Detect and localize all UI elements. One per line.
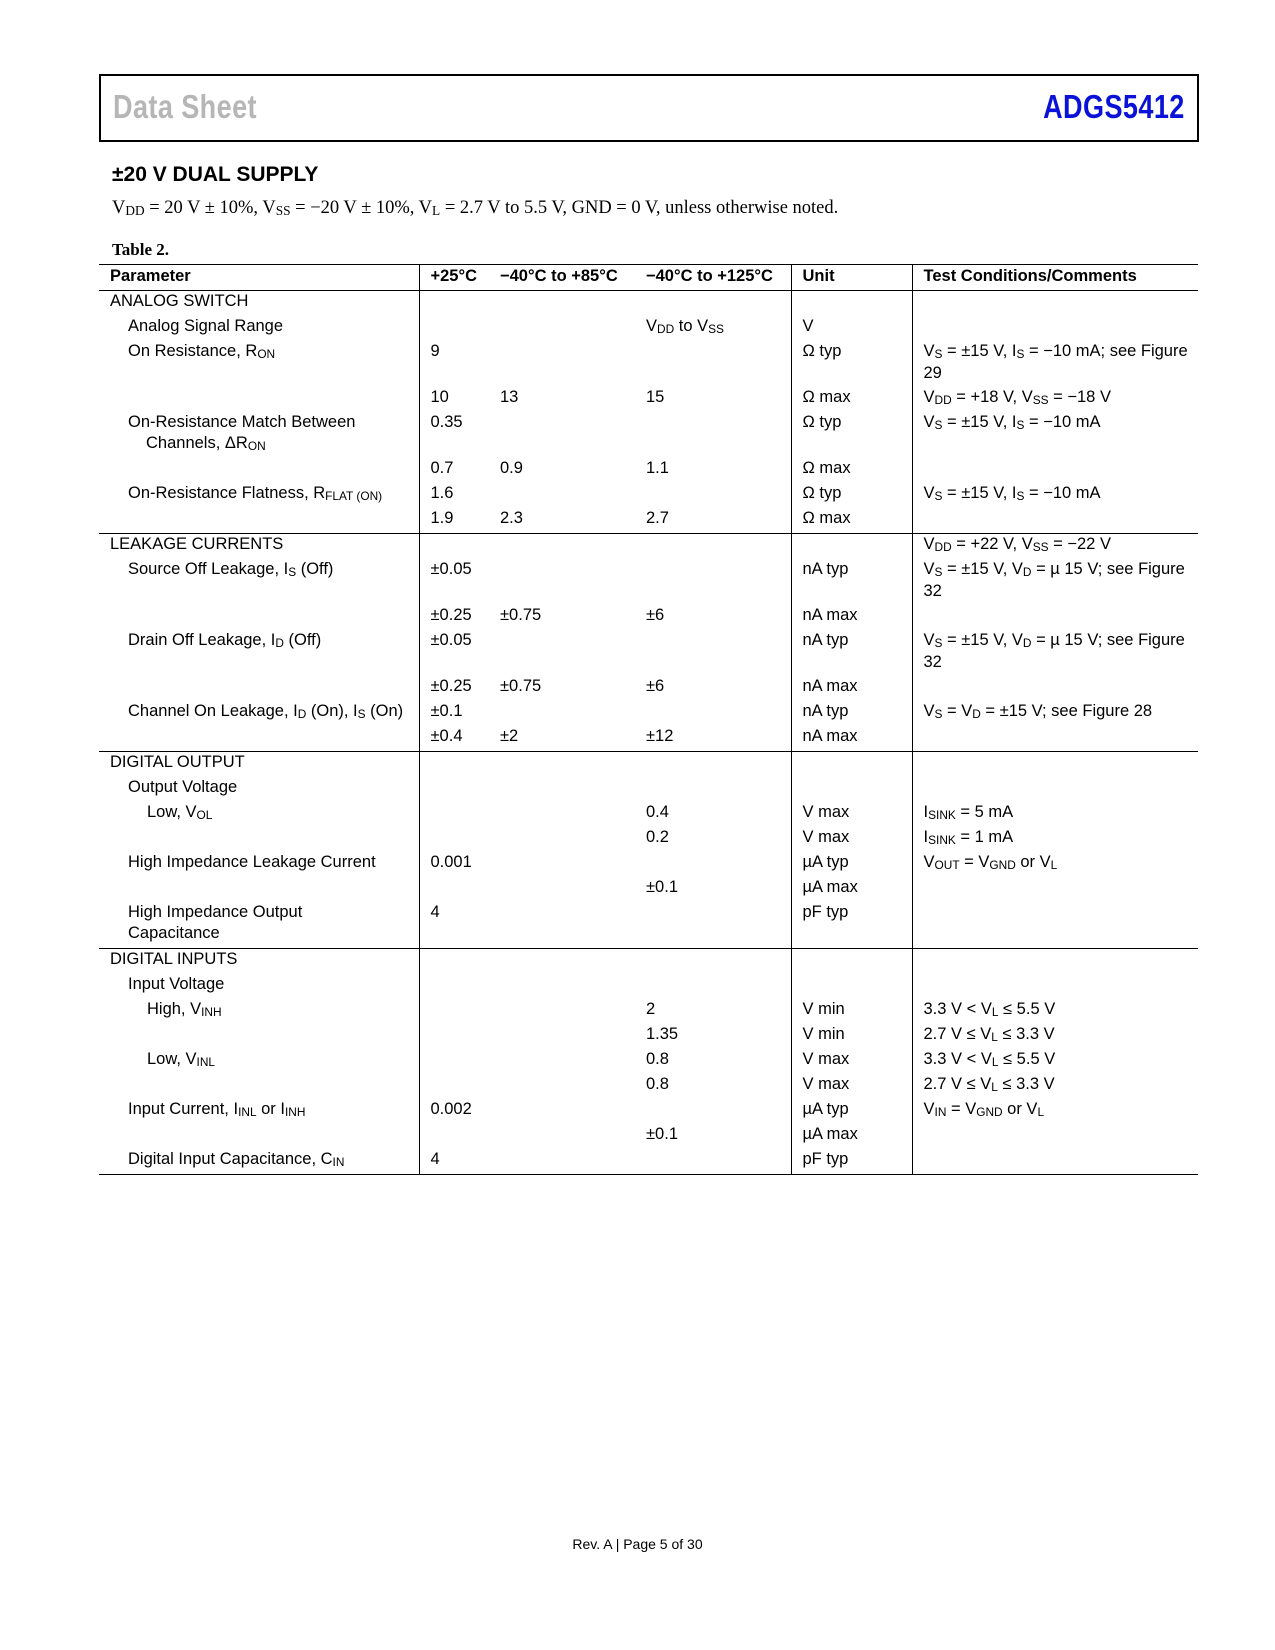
group-heading: ANALOG SWITCH bbox=[99, 291, 419, 317]
condition-cell: VS = VD = ±15 V; see Figure 28 bbox=[923, 702, 1153, 722]
unit-cell: nA max bbox=[791, 676, 912, 701]
table-row bbox=[99, 676, 1198, 701]
header-25c: +25°C bbox=[419, 265, 489, 291]
condition-cell: VS = ±15 V, VD = µ 15 V; see Figure 32 bbox=[923, 631, 1185, 671]
table-row bbox=[99, 508, 1198, 534]
value-cell: ±0.1 bbox=[635, 877, 791, 902]
table-row bbox=[99, 999, 1198, 1024]
param-label: Source Off Leakage, IS (Off) bbox=[99, 559, 419, 605]
page-footer: Rev. A | Page 5 of 30 bbox=[572, 1536, 703, 1552]
table-row bbox=[99, 534, 1198, 560]
unit-cell: µA max bbox=[791, 1124, 912, 1149]
unit-cell: V bbox=[791, 316, 912, 341]
header-unit: Unit bbox=[791, 265, 912, 291]
param-label: On Resistance, RON bbox=[99, 341, 419, 387]
value-cell: 0.001 bbox=[430, 853, 472, 871]
value-cell: ±12 bbox=[635, 726, 791, 752]
value-cell: 0.7 bbox=[430, 459, 454, 477]
condition-cell: VDD = +22 V, VSS = −22 V bbox=[912, 534, 1198, 560]
value-cell: ±6 bbox=[635, 676, 791, 701]
unit-cell: nA typ bbox=[791, 630, 912, 676]
param-label: On-Resistance Flatness, RFLAT (ON) bbox=[99, 483, 419, 508]
unit-cell: Ω max bbox=[791, 387, 912, 412]
group-heading: LEAKAGE CURRENTS bbox=[99, 534, 419, 560]
value-cell: 1.1 bbox=[635, 458, 791, 483]
value-cell: 1.35 bbox=[635, 1024, 791, 1049]
condition-cell: ISINK = 1 mA bbox=[923, 828, 1014, 848]
unit-cell: V min bbox=[791, 999, 912, 1024]
unit-cell: V max bbox=[791, 827, 912, 852]
table-row bbox=[99, 802, 1198, 827]
table-row bbox=[99, 291, 1198, 317]
value-cell: 0.9 bbox=[500, 459, 523, 477]
unit-cell: nA typ bbox=[791, 701, 912, 726]
condition-cell: VDD = +18 V, VSS = −18 V bbox=[923, 388, 1111, 408]
header-parameter: Parameter bbox=[99, 265, 419, 291]
unit-cell: pF typ bbox=[791, 1149, 912, 1175]
value-cell: 0.8 bbox=[635, 1049, 791, 1074]
table-header-row bbox=[99, 265, 1198, 291]
value-cell: 0.8 bbox=[635, 1074, 791, 1099]
unit-cell: Ω typ bbox=[791, 412, 912, 458]
table-row bbox=[99, 1099, 1198, 1124]
table-row bbox=[99, 458, 1198, 483]
param-label: Low, VINL bbox=[99, 1049, 419, 1074]
table-row bbox=[99, 483, 1198, 508]
group-heading: DIGITAL INPUTS bbox=[99, 949, 419, 975]
param-label: High, VINH bbox=[99, 999, 419, 1024]
value-cell: 2 bbox=[635, 999, 791, 1024]
value-cell: ±0.75 bbox=[500, 677, 542, 695]
value-cell: ±2 bbox=[500, 727, 519, 745]
unit-cell: nA max bbox=[791, 726, 912, 752]
group-heading: DIGITAL OUTPUT bbox=[99, 752, 419, 778]
condition-cell: VIN = VGND or VL bbox=[923, 1100, 1045, 1120]
value-cell: ±0.4 bbox=[430, 727, 463, 745]
param-label: Input Current, IINL or IINH bbox=[99, 1099, 419, 1124]
value-cell: ±0.05 bbox=[430, 560, 472, 578]
section-title: ±20 V DUAL SUPPLY bbox=[112, 163, 319, 186]
unit-cell: Ω typ bbox=[791, 341, 912, 387]
value-cell: 0.35 bbox=[430, 413, 463, 431]
table-row bbox=[99, 559, 1198, 605]
value-cell: 1.6 bbox=[430, 484, 454, 502]
table-row bbox=[99, 1124, 1198, 1149]
unit-cell: µA max bbox=[791, 877, 912, 902]
condition-cell: VOUT = VGND or VL bbox=[923, 853, 1058, 873]
table-title: Table 2. bbox=[112, 240, 170, 259]
param-label: Drain Off Leakage, ID (Off) bbox=[99, 630, 419, 676]
table-row bbox=[99, 1074, 1198, 1099]
condition-cell: VS = ±15 V, IS = −10 mA bbox=[923, 413, 1101, 433]
param-label: Channel On Leakage, ID (On), IS (On) bbox=[99, 701, 419, 726]
unit-cell: µA typ bbox=[791, 852, 912, 877]
table-row bbox=[99, 316, 1198, 341]
value-cell: 4 bbox=[430, 903, 440, 921]
table-row bbox=[99, 1149, 1198, 1175]
table-row bbox=[99, 1024, 1198, 1049]
header-doc-type: Data Sheet bbox=[113, 88, 257, 125]
value-cell: ±0.25 bbox=[430, 677, 472, 695]
unit-cell: V max bbox=[791, 1074, 912, 1099]
condition-cell: ISINK = 5 mA bbox=[923, 803, 1014, 823]
value-cell: 0.002 bbox=[430, 1100, 472, 1118]
unit-cell: µA typ bbox=[791, 1099, 912, 1124]
value-cell: 10 bbox=[430, 388, 449, 406]
unit-cell: Ω max bbox=[791, 458, 912, 483]
value-cell: ±6 bbox=[635, 605, 791, 630]
value-cell: ±0.75 bbox=[500, 606, 542, 624]
value-cell: 0.4 bbox=[635, 802, 791, 827]
table-row bbox=[99, 412, 1198, 458]
value-cell: 15 bbox=[635, 387, 791, 412]
table-row bbox=[99, 974, 1198, 999]
condition-cell: VS = ±15 V, VD = µ 15 V; see Figure 32 bbox=[923, 560, 1185, 600]
value-cell: ±0.1 bbox=[430, 702, 463, 720]
supply-conditions: VDD = 20 V ± 10%, VSS = −20 V ± 10%, VL = 2.7 V to 5.5 V, GND = 0 V, unless otherwise noted. bbox=[112, 198, 839, 219]
param-label: On-Resistance Match Between Channels, ΔRON bbox=[99, 412, 419, 458]
unit-cell: V min bbox=[791, 1024, 912, 1049]
unit-cell: V max bbox=[791, 802, 912, 827]
table-row bbox=[99, 701, 1198, 726]
value-cell: ±0.05 bbox=[430, 631, 472, 649]
table-row bbox=[99, 341, 1198, 387]
unit-cell: Ω max bbox=[791, 508, 912, 534]
header-85c: −40°C to +85°C bbox=[489, 265, 635, 291]
page-header bbox=[99, 74, 1199, 142]
condition-cell: 3.3 V < VL ≤ 5.5 V bbox=[923, 1050, 1056, 1070]
value-cell: 13 bbox=[500, 388, 519, 406]
header-conditions: Test Conditions/Comments bbox=[912, 265, 1198, 291]
table-row bbox=[99, 949, 1198, 975]
param-label: High Impedance Output Capacitance bbox=[99, 902, 419, 949]
table-row bbox=[99, 1049, 1198, 1074]
table-row bbox=[99, 827, 1198, 852]
condition-cell: VS = ±15 V, IS = −10 mA bbox=[923, 484, 1101, 504]
header-125c: −40°C to +125°C bbox=[635, 265, 791, 291]
table-row bbox=[99, 752, 1198, 778]
param-label: Analog Signal Range bbox=[99, 316, 419, 341]
value-cell: 9 bbox=[430, 342, 440, 360]
param-label: Input Voltage bbox=[99, 974, 419, 999]
table-row bbox=[99, 726, 1198, 752]
unit-cell: nA max bbox=[791, 605, 912, 630]
table-row bbox=[99, 387, 1198, 412]
value-cell: 4 bbox=[419, 1149, 489, 1175]
table-row bbox=[99, 605, 1198, 630]
value-cell: ±0.25 bbox=[430, 606, 472, 624]
param-label: Low, VOL bbox=[99, 802, 419, 827]
unit-cell: Ω typ bbox=[791, 483, 912, 508]
condition-cell: VS = ±15 V, IS = −10 mA; see Figure 29 bbox=[923, 342, 1188, 382]
param-label: Output Voltage bbox=[99, 777, 419, 802]
condition-cell: 2.7 V ≤ VL ≤ 3.3 V bbox=[923, 1075, 1055, 1095]
condition-cell: 2.7 V ≤ VL ≤ 3.3 V bbox=[923, 1025, 1055, 1045]
value-cell: 1.9 bbox=[430, 509, 454, 527]
param-label: High Impedance Leakage Current bbox=[99, 852, 419, 877]
param-label: Digital Input Capacitance, CIN bbox=[99, 1149, 419, 1175]
table-row bbox=[99, 630, 1198, 676]
table-row bbox=[99, 777, 1198, 802]
value-cell: ±0.1 bbox=[635, 1124, 791, 1149]
table-row bbox=[99, 852, 1198, 877]
unit-cell: pF typ bbox=[791, 902, 912, 949]
unit-cell: V max bbox=[791, 1049, 912, 1074]
value-cell: 2.7 bbox=[635, 508, 791, 534]
table-row bbox=[99, 877, 1198, 902]
value-cell: 2.3 bbox=[500, 509, 523, 527]
header-part-number: ADGS5412 bbox=[1043, 88, 1185, 125]
table-row bbox=[99, 902, 1198, 949]
unit-cell: nA typ bbox=[791, 559, 912, 605]
spec-table bbox=[99, 264, 1198, 1175]
value-cell: 0.2 bbox=[635, 827, 791, 852]
condition-cell: 3.3 V < VL ≤ 5.5 V bbox=[923, 1000, 1056, 1020]
value-cell: VDD to VSS bbox=[635, 316, 791, 341]
